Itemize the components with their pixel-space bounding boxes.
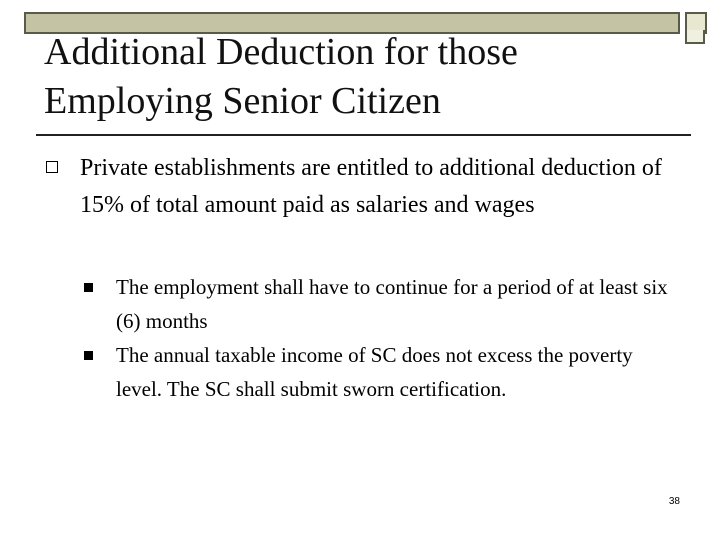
decorative-corner-tab xyxy=(685,30,705,44)
sub-bullet-text: The annual taxable income of SC does not excess the poverty level. The SC shall submit sworn certification. xyxy=(116,343,633,401)
slide-title-line1: Additional Deduction for those xyxy=(44,31,518,73)
filled-square-bullet-icon xyxy=(84,351,93,360)
hollow-square-bullet-icon xyxy=(46,161,58,173)
page-number: 38 xyxy=(668,496,680,507)
sub-bullet-item xyxy=(84,338,684,406)
filled-square-bullet-icon xyxy=(84,283,93,292)
title-divider xyxy=(36,134,691,136)
sub-bullet-text: The employment shall have to continue for a period of at least six (6) months xyxy=(116,275,668,333)
main-bullet-text: Private establishments are entitled to additional deduction of 15% of total amount paid as salaries and wages xyxy=(80,155,662,218)
slide-title-line2: Employing Senior Citizen xyxy=(44,80,441,122)
sub-bullet-list xyxy=(84,270,684,406)
slide-title xyxy=(44,28,684,126)
sub-bullet-item xyxy=(84,270,684,338)
